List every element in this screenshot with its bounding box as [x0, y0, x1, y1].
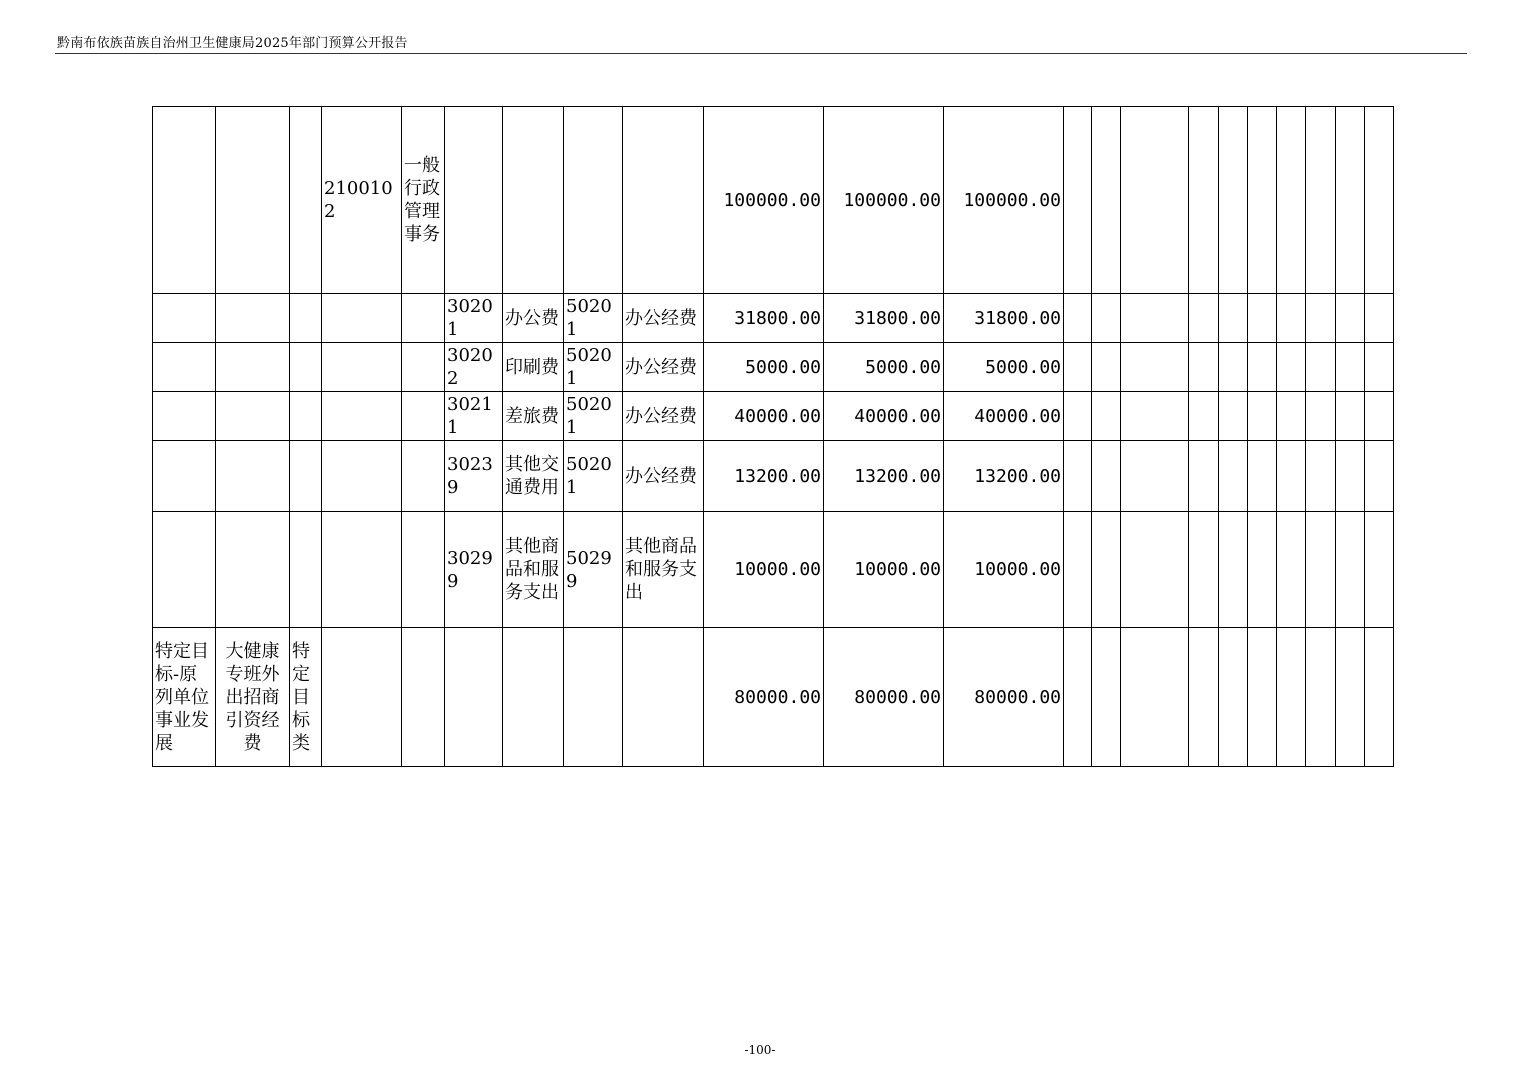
gov-econ-name-cell: 办公经费 — [623, 343, 704, 392]
func-name-cell: 一般行政管理事务 — [402, 107, 445, 294]
amount-total-cell: 100000.00 — [704, 107, 824, 294]
project-category-cell: 特定目标-原列单位事业发展 — [153, 628, 216, 767]
econ-code-cell: 30211 — [445, 392, 503, 441]
gov-econ-name-cell: 办公经费 — [623, 441, 704, 512]
table-row: 30201 办公费 50201 办公经费 31800.00 31800.00 31800.00 — [153, 294, 1394, 343]
page-number: -100- — [744, 1043, 776, 1057]
econ-code-cell: 30201 — [445, 294, 503, 343]
project-type-cell: 特定目标类 — [290, 628, 322, 767]
table-row: 30299 其他商品和服务支出 50299 其他商品和服务支出 10000.00 10000.00 10000.00 — [153, 512, 1394, 628]
amount-subtotal-cell: 100000.00 — [824, 107, 944, 294]
gov-econ-name-cell: 其他商品和服务支出 — [623, 512, 704, 628]
amount-general-budget-cell: 100000.00 — [944, 107, 1064, 294]
econ-name-cell: 其他商品和服务支出 — [503, 512, 564, 628]
gov-econ-name-cell: 办公经费 — [623, 294, 704, 343]
project-name-cell: 大健康专班外出招商引资经费 — [216, 628, 290, 767]
table-row — [153, 107, 1394, 294]
table-row: 30211 差旅费 50201 办公经费 40000.00 40000.00 40000.00 — [153, 392, 1394, 441]
econ-code-cell: 30202 — [445, 343, 503, 392]
gov-econ-code-cell: 50201 — [564, 441, 623, 512]
econ-name-cell: 差旅费 — [503, 392, 564, 441]
header-divider — [55, 53, 1467, 54]
gov-econ-code-cell: 50201 — [564, 343, 623, 392]
gov-econ-name-cell: 办公经费 — [623, 392, 704, 441]
econ-code-cell: 30299 — [445, 512, 503, 628]
gov-econ-code-cell: 50201 — [564, 392, 623, 441]
table-row: 特定目标-原列单位事业发展 大健康专班外出招商引资经费 特定目标类 80000.00 80000.00 80000.00 — [153, 628, 1394, 767]
page-header-title: 黔南布依族苗族自治州卫生健康局2025年部门预算公开报告 — [57, 36, 408, 51]
gov-econ-code-cell: 50201 — [564, 294, 623, 343]
gov-econ-code-cell: 50299 — [564, 512, 623, 628]
econ-name-cell: 办公费 — [503, 294, 564, 343]
func-code-cell: 2100102 — [322, 107, 402, 294]
econ-name-cell: 印刷费 — [503, 343, 564, 392]
table-row: 30239 其他交通费用 50201 办公经费 13200.00 13200.00 13200.00 — [153, 441, 1394, 512]
budget-table — [152, 106, 1394, 767]
econ-name-cell: 其他交通费用 — [503, 441, 564, 512]
table-row: 30202 印刷费 50201 办公经费 5000.00 5000.00 5000.00 — [153, 343, 1394, 392]
econ-code-cell: 30239 — [445, 441, 503, 512]
